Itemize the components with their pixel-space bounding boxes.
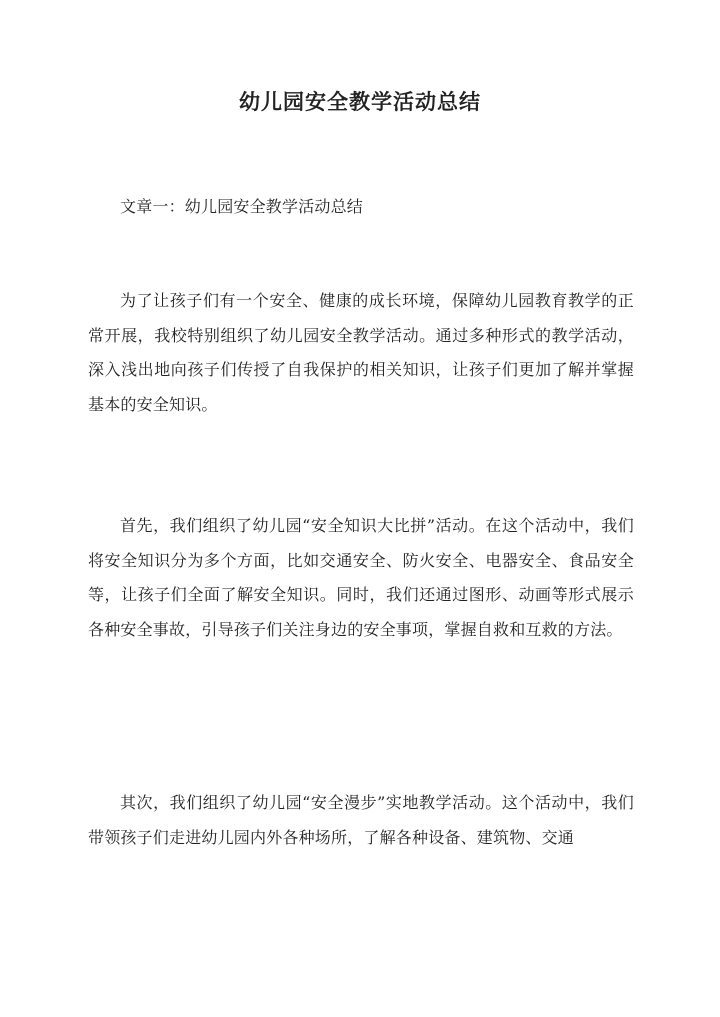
document-title: 幼儿园安全教学活动总结 — [239, 89, 481, 114]
paragraph-first: 首先，我们组织了幼儿园“安全知识大比拼”活动。在这个活动中，我们将安全知识分为多个方面，比如交通安全、防火安全、电器安全、食品安全等，让孩子们全面了解安全知识。同时，我们还通过图形、动画等形式展示各种安全事故，引导孩子们关注身边的安全事项，掌握自救和互救的方法。 — [88, 516, 634, 639]
paragraph-second: 其次，我们组织了幼儿园“安全漫步”实地教学活动。这个活动中，我们带领孩子们走进幼儿园内外各种场所，了解各种设备、建筑物、交通 — [88, 793, 634, 847]
article-heading: 文章一：幼儿园安全教学活动总结 — [120, 197, 364, 216]
paragraph-intro: 为了让孩子们有一个安全、健康的成长环境，保障幼儿园教育教学的正常开展，我校特别组织了幼儿园安全教学活动。通过多种形式的教学活动，深入浅出地向孩子们传授了自我保护的相关知识，让孩子们更加了解并掌握基本的安全知识。 — [88, 291, 634, 414]
